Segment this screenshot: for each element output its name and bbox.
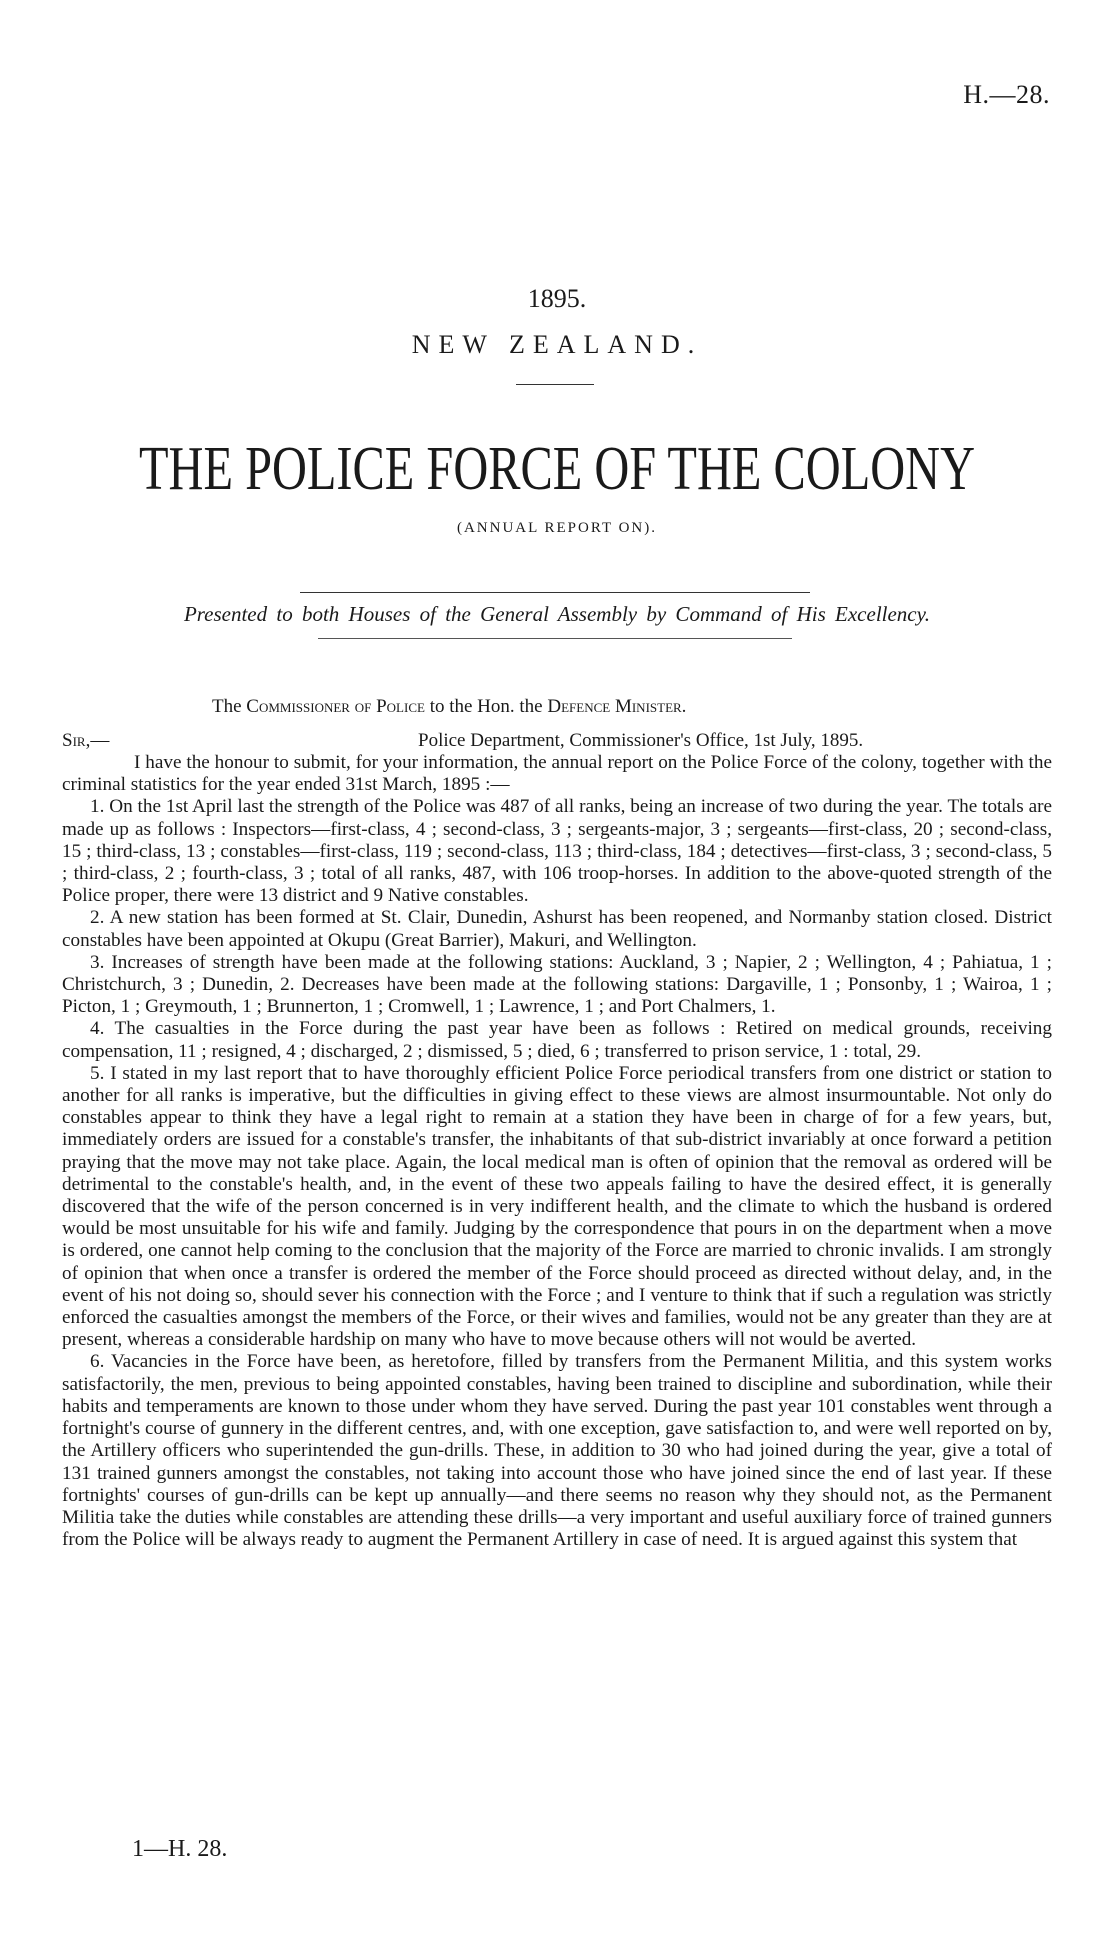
paragraph-4: 4. The casualties in the Force during the past year have been as follows : Retired on medical grounds, receiving compensation, 11 ; resigned, 4 ; discharged, 2 ; dismissed, 5 ; died, 6 ; transferred to prison service, 1 : total, 29. [62,1018,1052,1062]
document-title: THE POLICE FORCE OF THE COLONY [138,435,976,503]
report-year: 1895. [527,284,587,313]
paragraph-6: 6. Vacancies in the Force have been, as heretofore, filled by transfers from the Permanent Militia, and this system works satisfactorily, the men, previous to being appointed constables, having been trained to discipline and subordination, while their habits and temperaments are known to those under whom they have served. During the past year 101 constables went through a fortnight's course of gunnery in the different centres, and, with one exception, gave satisfaction to, and were well reported on by, the Artillery officers who superintended the gun-drills. These, in addition to 30 who had joined during the year, give a total of 131 trained gunners amongst the constables, not taking into account those who have joined since the end of last year. If these fortnights' courses of gun-drills can be kept up annually—and there seems no reason why they should not, as the Permanent Militia take the duties while constables are attending these drills—a very important and useful auxiliary force of trained gunners from the Police will be always ready to augment the Permanent Artillery in case of need. It is argued against this system that [62,1351,1052,1551]
page-reference: H.—28. [963,80,1050,109]
paragraph-5: 5. I stated in my last report that to have thoroughly efficient Police Force periodical transfers from one district or station to another for all ranks is imperative, but the difficulties in giving effect to these views are almost insurmountable. Not only do constables appear to think they have a legal right to remain at a station they have been in charge of for a few years, but, immediately orders are issued for a constable's transfer, the inhabitants of that sub-district invariably at once forward a petition praying that the move may not take place. Again, the local medical man is often of opinion that the removal as ordered will be detrimental to the constable's health, and, in the event of these two appeals failing to have the desired effect, it is generally discovered that the wife of the person concerned is in very indifferent health, and the climate to which the husband is ordered would be most unsuitable for his wife and family. Judging by the correspondence that pours in on the department when a move is ordered, one cannot help coming to the conclusion that the majority of the Force are married to chronic invalids. I am strongly of opinion that when once a transfer is ordered the member of the Force should proceed as directed without delay, and, in the event of his not doing so, should sever his connection with the Force ; and I venture to think that if such a regulation was strictly enforced the casualties amongst the members of the Force, or their wives and families, would not be any greater than they are at present, whereas a considerable hardship on many who have to move because others will not would be averted. [62,1062,1052,1351]
divider-top [300,592,810,593]
divider-bottom [318,638,792,639]
addressee-from: Commissioner of Police [246,696,425,717]
paragraph-3: 3. Increases of strength have been made at the following stations: Auckland, 3 ; Napier, 2 ; Wellington, 4 ; Pahiatua, 1 ; Christchurch, 3 ; Dunedin, 2. Decreases have been made at the following stations: Dargaville, 1 ; Ponsonby, 1 ; Wairoa, 1 ; Picton, 1 ; Greymouth, 1 ; Brunnerton, 1 ; Cromwell, 1 ; Lawrence, 1 ; and Port Chalmers, 1. [62,951,1052,1018]
letter-body [62,752,1052,1551]
dateline: Police Department, Commissioner's Office, 1st July, 1895. [418,730,864,751]
short-divider [516,384,594,385]
paragraph-2: 2. A new station has been formed at St. Clair, Dunedin, Ashurst has been reopened, and Normanby station closed. District constables have been appointed at Okupu (Great Barrier), Makuri, and Wellington. [62,907,1052,951]
document-subtitle: (ANNUAL REPORT ON). [456,520,657,536]
letter-addressee [212,696,686,718]
country-heading: NEW ZEALAND. [411,330,703,359]
paragraph-1: 1. On the 1st April last the strength of the Police was 487 of all ranks, being an increase of two during the year. The totals are made up as follows : Inspectors—first-class, 4 ; second-class, 3 ; sergeants-major, 3 ; sergeants—first-class, 20 ; second-class, 15 ; third-class, 13 ; constables—first-class, 119 ; second-class, 113 ; third-class, 184 ; detectives—first-class, 3 ; second-class, 5 ; third-class, 2 ; fourth-class, 3 ; total of all ranks, 487, with 106 troop-horses. In addition to the above-quoted strength of the Police proper, there were 13 district and 9 Native constables. [62,796,1052,907]
footer-reference: 1—H. 28. [132,1836,228,1862]
salutation: Sir,— [62,730,110,751]
paragraph-intro: I have the honour to submit, for your information, the annual report on the Police Force of the colony, together with the criminal statistics for the year ended 31st March, 1895 :— [62,752,1052,796]
addressee-pre: The [212,696,247,717]
addressee-to: Defence Minister. [547,696,687,717]
addressee-mid: to the Hon. the [424,696,548,717]
presentation-line: Presented to both Houses of the General Assembly by Command of His Excellency. [183,602,931,626]
